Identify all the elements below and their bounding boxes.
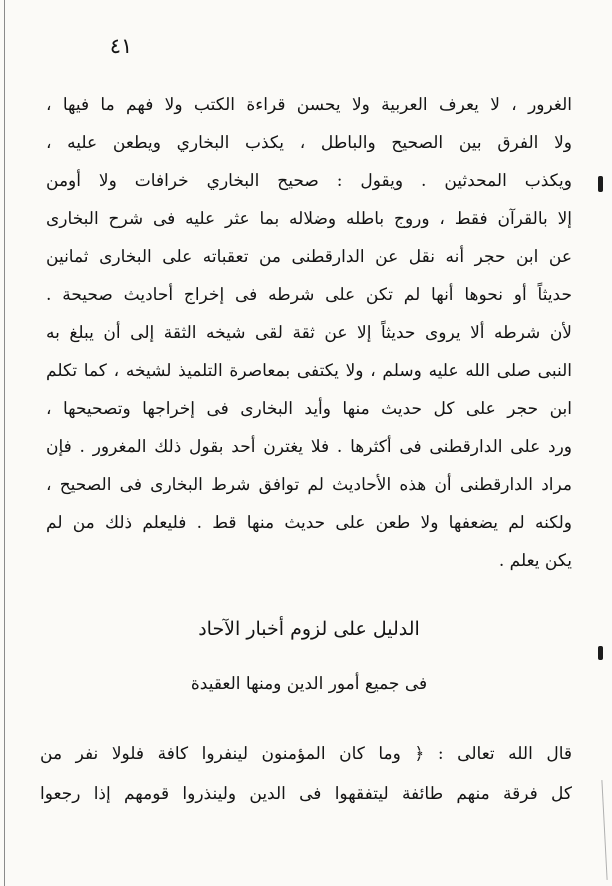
- margin-mark: [598, 176, 603, 192]
- body-line: عن ابن حجر أنه نقل عن الدارقطنى من تعقباته على البخارى ثمانين: [46, 247, 572, 267]
- body-line: ولكنه لم يضعفها ولا طعن على حديث منها قط . فليعلم ذلك من لم: [46, 513, 572, 533]
- verse-line: كل فرقة منهم طائفة ليتفقهوا فى الدين ولينذروا قومهم إذا رجعوا: [40, 784, 572, 804]
- quran-verse-block: [40, 734, 572, 814]
- margin-mark: [598, 646, 603, 660]
- verse-line: قال الله تعالى : ﴿ وما كان المؤمنون لينفروا كافة فلولا نفر من: [40, 744, 572, 764]
- page-edge-line: [4, 0, 5, 886]
- body-line: لأن شرطه ألا يروى حديثاً إلا عن ثقة لقى شيخه الثقة إلى أن يبلغ به: [46, 323, 572, 343]
- body-line: إلا بالقرآن فقط ، وروج باطله وضلاله بما عثر عليه فى شرح البخارى: [46, 209, 572, 229]
- body-line-last: يكن يعلم .: [498, 551, 572, 571]
- body-line: ابن حجر على كل حديث منها وأيد البخارى فى إخراجها وتصحيحها ،: [46, 399, 572, 419]
- body-line: ورد على الدارقطنى فى أكثرها . فلا يغترن أحد بقول ذلك المغرور . فإن: [46, 437, 572, 457]
- body-line: الغرور ، لا يعرف العربية ولا يحسن قراءة الكتب ولا فهم ما فيها ،: [46, 95, 572, 115]
- section-subheading: فى جميع أمور الدين ومنها العقيدة: [190, 674, 428, 694]
- page-crease-line: [601, 780, 607, 880]
- body-line: ويكذب المحدثين . ويقول : صحيح البخاري خرافات ولا أومن: [46, 171, 572, 191]
- body-line: مراد الدارقطنى أن هذه الأحاديث لم توافق شرط البخارى فى الصحيح ،: [46, 475, 572, 495]
- body-text: [46, 86, 572, 580]
- body-line: حديثاً أو نحوها أنها لم تكن على شرطه فى إخراج أحاديث صحيحة .: [46, 285, 572, 305]
- body-line: ولا الفرق بين الصحيح والباطل ، يكذب البخاري ويطعن عليه ،: [46, 133, 572, 153]
- body-line: النبى صلى الله عليه وسلم ، ولا يكتفى بمعاصرة التلميذ لشيخه ، كما تكلم: [46, 361, 572, 381]
- page-number: ٤١: [109, 34, 133, 58]
- section-heading: الدليل على لزوم أخبار الآحاد: [198, 618, 420, 640]
